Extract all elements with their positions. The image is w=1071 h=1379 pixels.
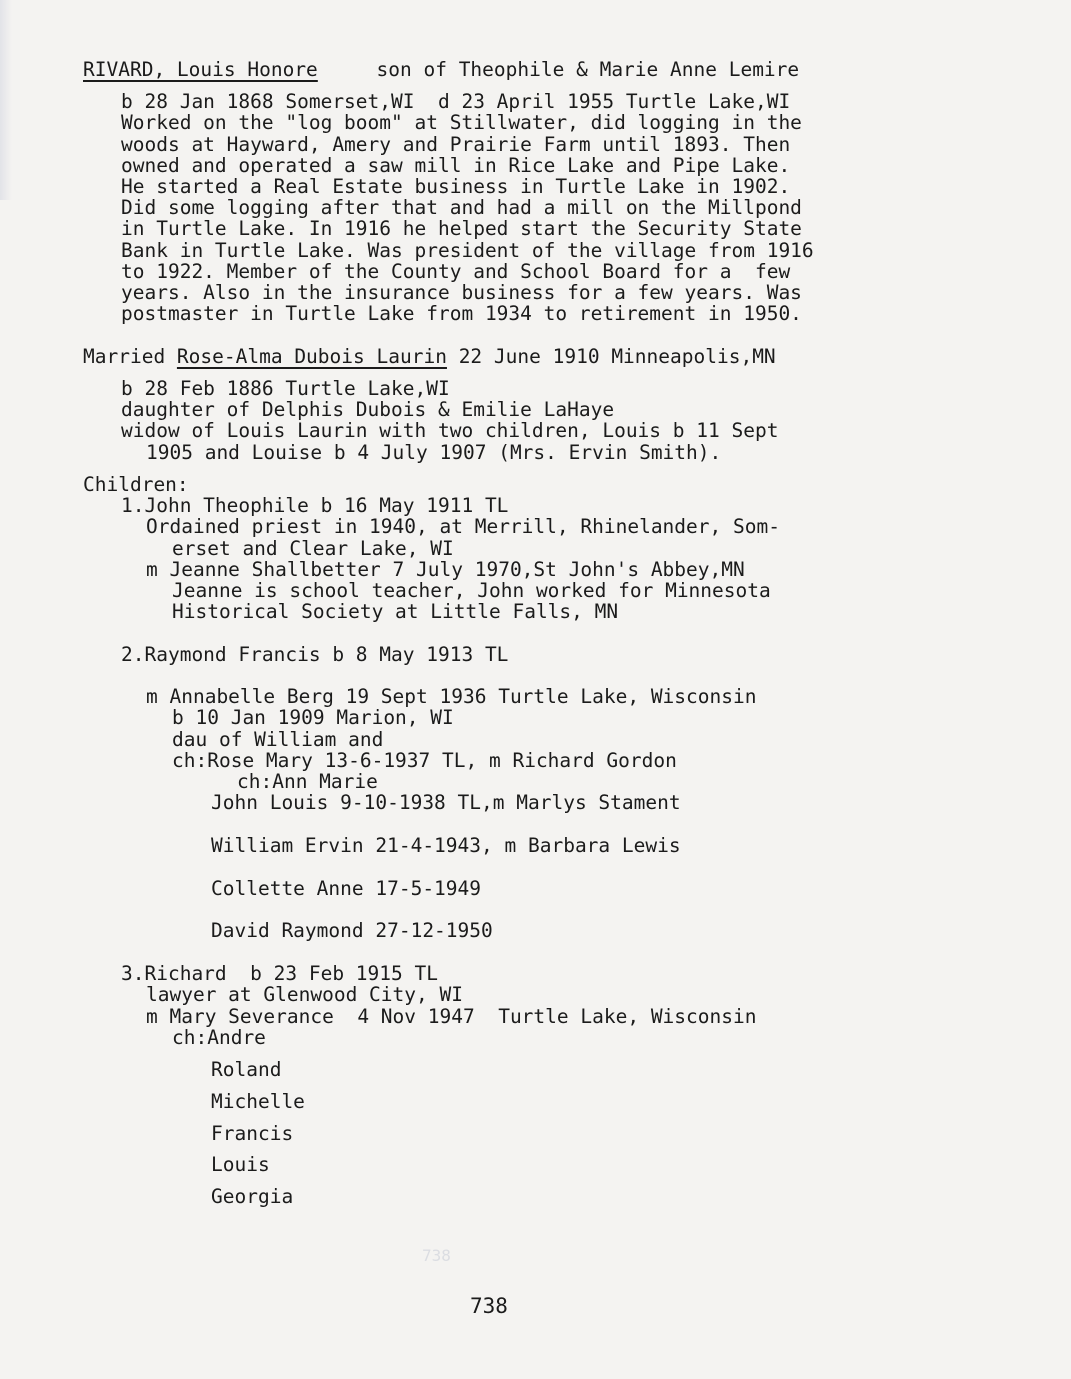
grandchild-line: Francis (211, 1122, 294, 1145)
bio-line: postmaster in Turtle Lake from 1934 to retirement in 1950. (121, 302, 802, 325)
grandchild-line: Collette Anne 17-5-1949 (211, 877, 482, 900)
grandchild-line: Louis (211, 1153, 270, 1176)
child-detail: m Jeanne Shallbetter 7 July 1970,St John's Abbey,MN (146, 558, 745, 581)
children-heading: Children: (83, 473, 189, 496)
faint-page-stamp: 738 (422, 1246, 451, 1265)
child-detail: Jeanne is school teacher, John worked for Minnesota (172, 579, 771, 602)
bio-line: woods at Hayward, Amery and Prairie Farm until 1893. Then (121, 133, 791, 156)
marriage-prefix: Married (83, 345, 177, 368)
grandchild-line: ch:Andre (172, 1026, 266, 1049)
spouse-line: daughter of Delphis Dubois & Emilie LaHaye (121, 398, 615, 421)
child-detail: m Annabelle Berg 19 Sept 1936 Turtle Lake, Wisconsin (146, 685, 757, 708)
bio-line: to 1922. Member of the County and School Board for a few (121, 260, 791, 283)
spouse-line: widow of Louis Laurin with two children, Louis b 11 Sept (121, 419, 779, 442)
grandchild-line: ch:Rose Mary 13-6-1937 TL, m Richard Gordon (172, 749, 677, 772)
bio-line: Bank in Turtle Lake. Was president of the village from 1916 (121, 239, 814, 262)
child-detail: dau of William and (172, 728, 384, 751)
grandchild-line: Michelle (211, 1090, 305, 1113)
grandchild-line: David Raymond 27-12-1950 (211, 919, 493, 942)
spouse-line: b 28 Feb 1886 Turtle Lake,WI (121, 377, 450, 400)
subject-parents: son of Theophile & Marie Anne Lemire (376, 58, 800, 81)
grandchild-line: Roland (211, 1058, 282, 1081)
great-grandchild-line: ch:Ann Marie (237, 770, 378, 793)
child-detail: m Mary Severance 4 Nov 1947 Turtle Lake, Wisconsin (146, 1005, 757, 1028)
bio-line: Did some logging after that and had a mill on the Millpond (121, 196, 802, 219)
marriage-line (83, 346, 776, 367)
child-entry: 2.Raymond Francis b 8 May 1913 TL (121, 643, 509, 666)
bio-line: in Turtle Lake. In 1916 he helped start the Security State (121, 217, 802, 240)
page-number: 738 (470, 1294, 508, 1318)
child-detail: Historical Society at Little Falls, MN (172, 600, 619, 623)
child-entry: 3.Richard b 23 Feb 1915 TL (121, 962, 438, 985)
child-entry: 1.John Theophile b 16 May 1911 TL (121, 494, 509, 517)
grandchild-line: Georgia (211, 1185, 294, 1208)
child-detail: erset and Clear Lake, WI (172, 537, 454, 560)
bio-line: He started a Real Estate business in Turtle Lake in 1902. (121, 175, 791, 198)
bio-line: b 28 Jan 1868 Somerset,WI d 23 April 1955 Turtle Lake,WI (121, 90, 791, 113)
spouse-name: Rose-Alma Dubois Laurin (176, 345, 447, 368)
bio-line: owned and operated a saw mill in Rice Lake and Pipe Lake. (121, 154, 791, 177)
grandchild-line: William Ervin 21-4-1943, m Barbara Lewis (211, 834, 681, 857)
paper-edge (0, 0, 12, 200)
marriage-details: 22 June 1910 Minneapolis,MN (446, 345, 776, 368)
bio-line: years. Also in the insurance business for a few years. Was (121, 281, 802, 304)
grandchild-line: John Louis 9-10-1938 TL,m Marlys Stament (211, 791, 681, 814)
child-detail: Ordained priest in 1940, at Merrill, Rhinelander, Som- (146, 515, 780, 538)
child-detail: b 10 Jan 1909 Marion, WI (172, 706, 454, 729)
subject-name: RIVARD, Louis Honore (83, 58, 318, 81)
header-line (83, 59, 799, 80)
bio-line: Worked on the "log boom" at Stillwater, did logging in the (121, 111, 802, 134)
spouse-line: 1905 and Louise b 4 July 1907 (Mrs. Ervin Smith). (146, 441, 722, 464)
child-detail: lawyer at Glenwood City, WI (146, 983, 463, 1006)
